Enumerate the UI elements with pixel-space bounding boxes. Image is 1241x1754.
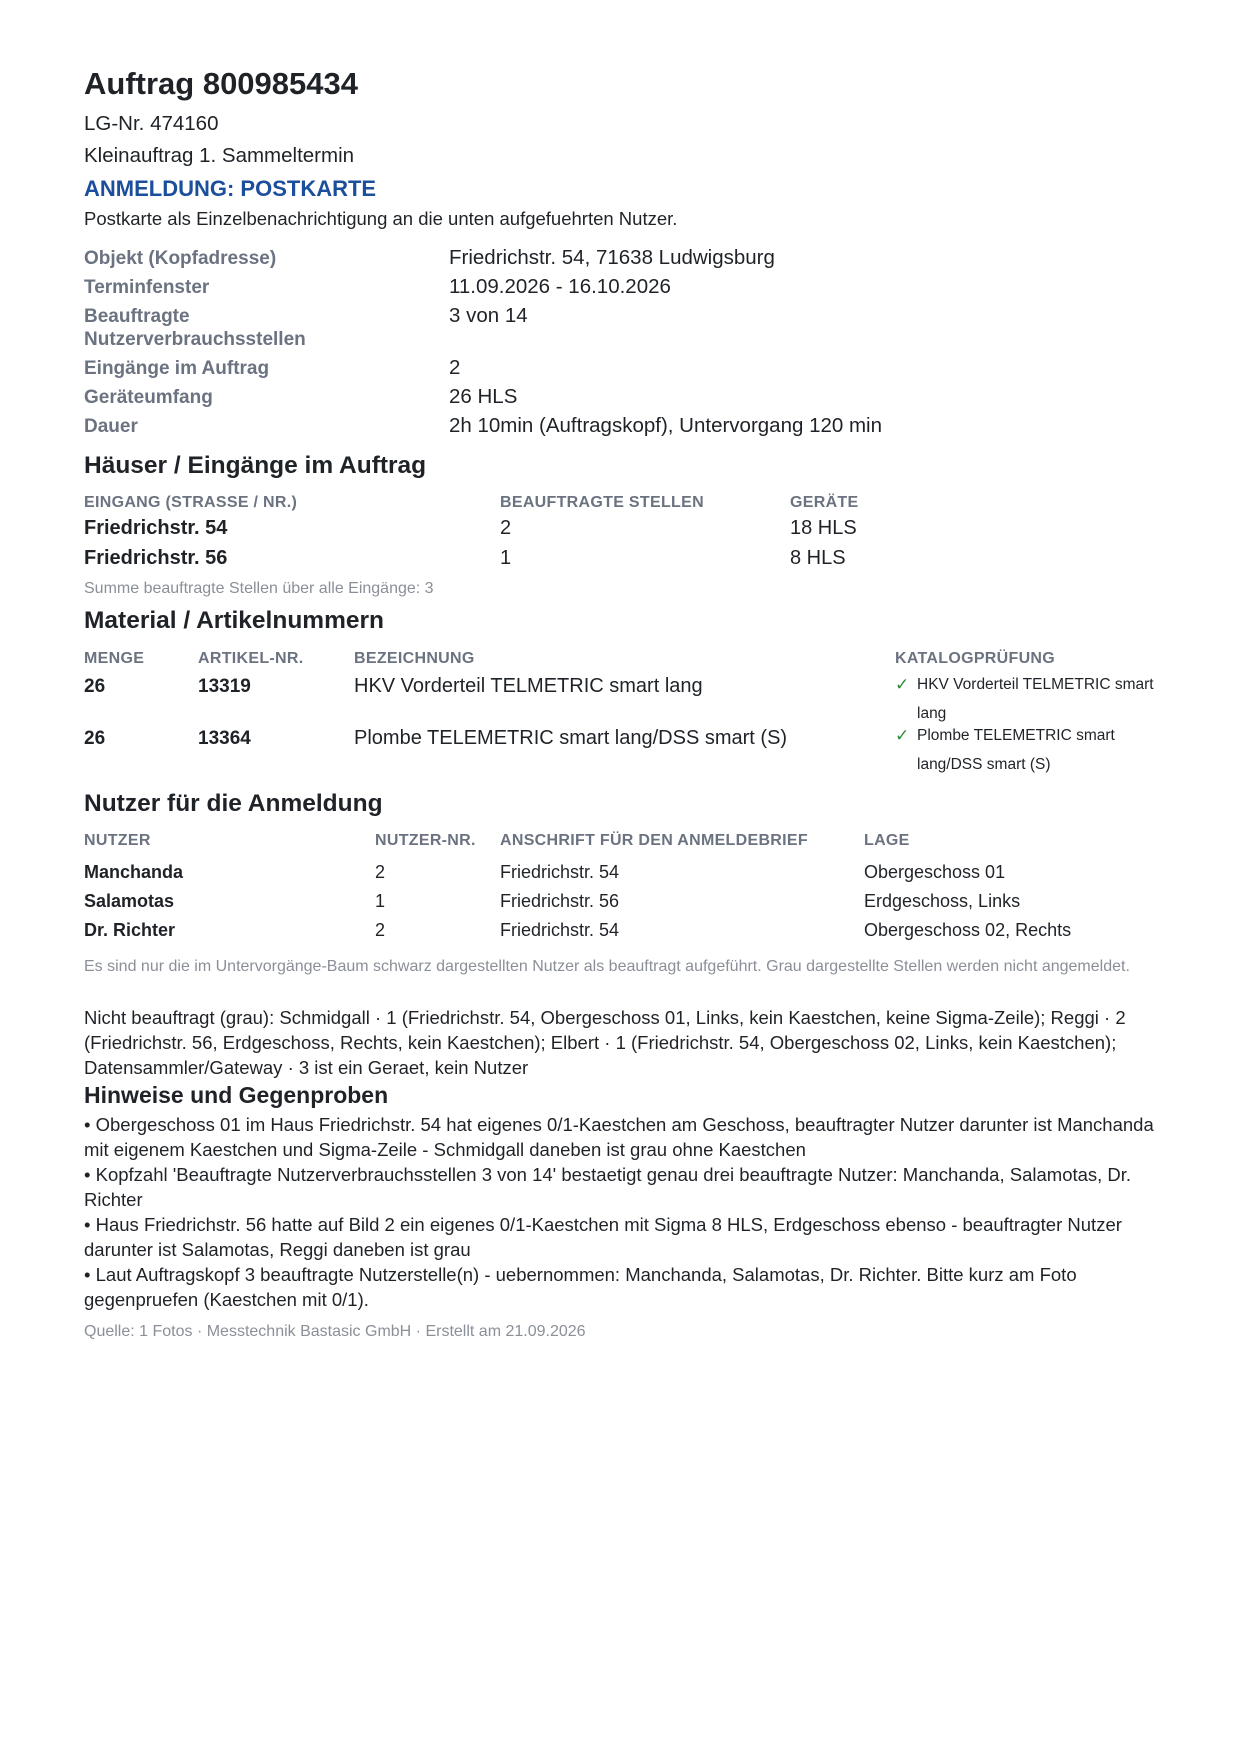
material-col-artikel: ARTIKEL-NR. [198,650,304,667]
houses-row-geraete: 8 HLS [790,547,846,569]
detail-value-nutzerstellen: 3 von 14 [449,304,528,327]
houses-col-eingang: EINGANG (STRASSE / NR.) [84,494,298,511]
houses-row-stellen: 1 [500,547,512,569]
nutzer-note: Es sind nur die im Untervorgänge-Baum schwarz dargestellten Nutzer als beauftragt aufgeführt. Grau dargestellte Stellen werden nicht angemeldet. [84,958,1130,975]
nutzer-row-anschrift: Friedrichstr. 54 [500,862,620,882]
material-row-katalog [895,721,1145,779]
houses-col-stellen: BEAUFTRAGTE STELLEN [500,494,704,511]
material-row-bezeichnung: Plombe TELEMETRIC smart lang/DSS smart (S) [354,727,788,749]
detail-label-geraeteumfang: Geräteumfang [84,387,213,408]
nutzer-row-nr: 2 [375,862,386,882]
detail-label-nutzerstellen: Beauftragte Nutzerverbrauchsstellen [84,306,306,350]
hinweise-item: • Obergeschoss 01 im Haus Friedrichstr. 54 hat eigenes 0/1-Kaestchen am Geschoss, beauftragter Nutzer darunter ist Manchanda mit eigenem Kaestchen und Sigma-Zeile - Schmidgall daneben ist grau ohne Kaestchen [84,1114,1154,1160]
material-row-artikel: 13319 [198,676,251,697]
houses-row-geraete: 18 HLS [790,517,857,539]
page-title: Auftrag 800985434 [84,66,358,101]
nutzer-row-nr: 1 [375,891,386,911]
houses-row-eingang: Friedrichstr. 54 [84,517,228,539]
detail-value-objekt: Friedrichstr. 54, 71638 Ludwigsburg [449,246,775,269]
katalog-text: Plombe TELEMETRIC smart lang/DSS smart (S) [917,727,1115,773]
houses-heading: Häuser / Eingänge im Auftrag [84,452,427,479]
order-subtitle: Kleinauftrag 1. Sammeltermin [84,144,355,167]
hinweise-list [84,1112,1159,1312]
material-row-menge: 26 [84,728,106,749]
footer-source: Quelle: 1 Fotos · Messtechnik Bastasic GmbH · Erstellt am 21.09.2026 [84,1323,586,1340]
check-icon: ✓ [895,726,910,745]
material-heading: Material / Artikelnummern [84,607,384,634]
nutzer-row-lage: Obergeschoss 01 [864,862,1006,882]
nutzer-row-lage: Obergeschoss 02, Rechts [864,920,1072,940]
nutzer-col-anschrift: ANSCHRIFT FÜR DEN ANMELDEBRIEF [500,832,808,849]
nutzer-row-name: Manchanda [84,862,184,882]
material-row-katalog [895,670,1165,728]
nutzer-row-anschrift: Friedrichstr. 56 [500,891,620,911]
nutzer-col-name: NUTZER [84,832,151,849]
anmeldung-description: Postkarte als Einzelbenachrichtigung an die unten aufgefuehrten Nutzer. [84,208,678,229]
houses-row-stellen: 2 [500,517,512,539]
nutzer-row-anschrift: Friedrichstr. 54 [500,920,620,940]
detail-label-eingaenge: Eingänge im Auftrag [84,358,270,379]
detail-value-geraeteumfang: 26 HLS [449,385,518,408]
material-col-bezeichnung: BEZEICHNUNG [354,650,475,667]
lg-number: LG-Nr. 474160 [84,112,219,135]
nutzer-row-name: Salamotas [84,891,175,911]
detail-value-terminfenster: 11.09.2026 - 16.10.2026 [449,275,671,298]
material-row-artikel: 13364 [198,728,251,749]
houses-row-eingang: Friedrichstr. 56 [84,547,228,569]
hinweise-item: • Kopfzahl 'Beauftragte Nutzerverbrauchsstellen 3 von 14' bestaetigt genau drei beauftragte Nutzer: Manchanda, Salamotas, Dr. Richter [84,1164,1132,1210]
nutzer-col-nr: NUTZER-NR. [375,832,476,849]
anmeldung-type: ANMELDUNG: POSTKARTE [84,176,377,201]
houses-sum-note: Summe beauftragte Stellen über alle Eingänge: 3 [84,580,434,597]
not-assigned-text: Nicht beauftragt (grau): Schmidgall · 1 (Friedrichstr. 54, Obergeschoss 01, Links, kein Kaestchen, keine Sigma-Zeile); Reggi · 2 (Friedrichstr. 56, Erdgeschoss, Rechts, kein Kaestchen); Elbert · 1 (Friedrichstr. 54, Obergeschoss 02, Links, kein Kaestchen); Datensammler/Gateway · 3 ist ein Geraet, kein Nutzer [84,1007,1126,1078]
hinweise-heading: Hinweise und Gegenproben [84,1082,389,1108]
houses-col-geraete: GERÄTE [790,494,859,511]
nutzer-col-lage: LAGE [864,832,910,849]
material-col-menge: MENGE [84,650,145,667]
nutzer-row-lage: Erdgeschoss, Links [864,891,1021,911]
material-col-katalog: KATALOGPRÜFUNG [895,650,1056,667]
nutzer-heading: Nutzer für die Anmeldung [84,790,383,817]
nutzer-row-name: Dr. Richter [84,920,176,940]
detail-label-dauer: Dauer [84,416,138,437]
check-icon: ✓ [895,675,910,694]
hinweise-item: • Laut Auftragskopf 3 beauftragte Nutzerstelle(n) - uebernommen: Manchanda, Salamotas, Dr. Richter. Bitte kurz am Foto gegenpruefen (Kaestchen mit 0/1). [84,1264,1077,1310]
nutzer-row-nr: 2 [375,920,386,940]
detail-value-dauer: 2h 10min (Auftragskopf), Untervorgang 120 min [449,414,883,437]
detail-label-objekt: Objekt (Kopfadresse) [84,248,277,269]
material-row-menge: 26 [84,676,106,697]
detail-value-eingaenge: 2 [449,356,461,379]
detail-label-terminfenster: Terminfenster [84,277,210,298]
hinweise-item: • Haus Friedrichstr. 56 hatte auf Bild 2 ein eigenes 0/1-Kaestchen mit Sigma 8 HLS, Erdgeschoss ebenso - beauftragter Nutzer darunter ist Salamotas, Reggi daneben ist grau [84,1214,1122,1260]
material-row-bezeichnung: HKV Vorderteil TELMETRIC smart lang [354,675,703,697]
katalog-text: HKV Vorderteil TELMETRIC smart lang [917,676,1154,722]
